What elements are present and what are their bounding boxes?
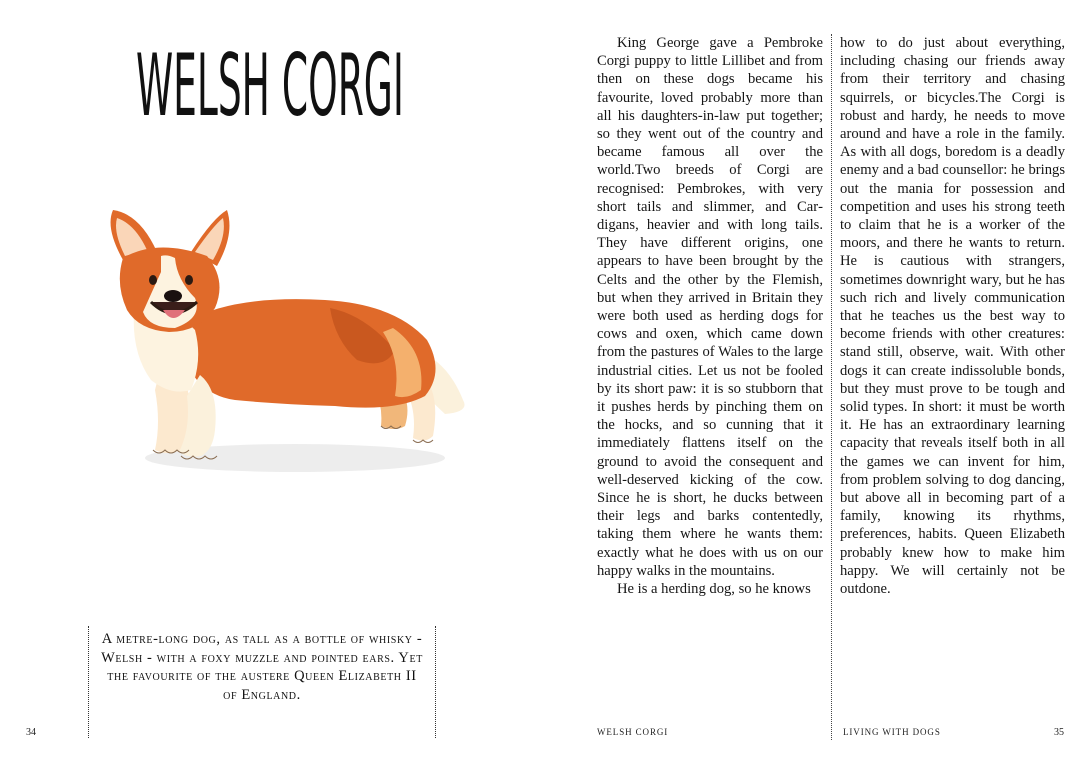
body-paragraph: how to do just about everything, including chasing our friends away from their territory and chasing squirrels, or bicycles.The Corgi is robust and hardy, he needs to move around and have a role in the family. As with all dogs, boredom is a deadly enemy and a bad counsellor: he brings out the mania for possession and competition and uses his strong teeth to claim that he is a worker of the moors, and there he wants to return. He is cautious with strangers, sometimes downright wary, but he has such rich and lively communication that he teaches us the best way to become friends with other creatures: stand still, observe, wait. With other dogs it can create indissoluble bonds, but they must prove to be tough and solid types. In short: it must be worth it. He has an extraordinary learning capacity that reveals itself both in all the games we can invent for him, from problem solving to dog dancing, but above all in becoming part of a family, knowing its rhythms, preferences, habits. Queen Elizabeth probably knew how to make him happy. We will certainly not be outdone. (840, 35, 1065, 598)
welsh-corgi-illustration (95, 200, 485, 480)
body-column-2 (840, 34, 1065, 598)
page-number-right: 35 (1054, 727, 1064, 738)
caption-box (88, 626, 436, 738)
page-number-left: 34 (26, 727, 36, 738)
body-paragraph: He is a herding dog, so he knows (617, 581, 811, 598)
illustration-caption: A metre-long dog, as tall as a bottle of whisky - Welsh - with a foxy muzzle and pointed ears. Yet the favourite of the austere Queen Elizabeth II of England. (101, 631, 423, 703)
body-paragraph: King George gave a Pembroke Corgi puppy to little Lillibet and from then on these dogs became his favourite, loved probably more than all his daughters-in-law put together; so they went out of the country and became famous all over the world.Two breeds of Corgi are recognised: Pembrokes, with very short tails and slimmer, and Cardigans, heavier and with long tails. They have different origins, one appears to have been brought by the Celts and the other by the Flemish, but when they arrived in Britain they were both used as herding dogs for cows and oxen, which came down from the pastures of Wales to the large industrial cities. Let us not be fooled by its short paw: it is so stubborn that it pushes herds by pinching them on the hocks, and so cunning that it immediately flattens itself on the ground to avoid the consequent and well-deserved kicking of the cow. Since he is short, he ducks between their legs and barks contentedly, taking them where he wants them: exactly what he does with us on our happy walks in the mountains. (597, 35, 823, 579)
page-title (120, 42, 420, 132)
column-divider (831, 34, 832, 740)
running-head-left: WELSH CORGI (597, 727, 669, 737)
body-column-1 (597, 34, 823, 598)
page-title-text: WELSH CORGI (136, 42, 404, 132)
running-head-right: LIVING WITH DOGS (843, 727, 941, 737)
